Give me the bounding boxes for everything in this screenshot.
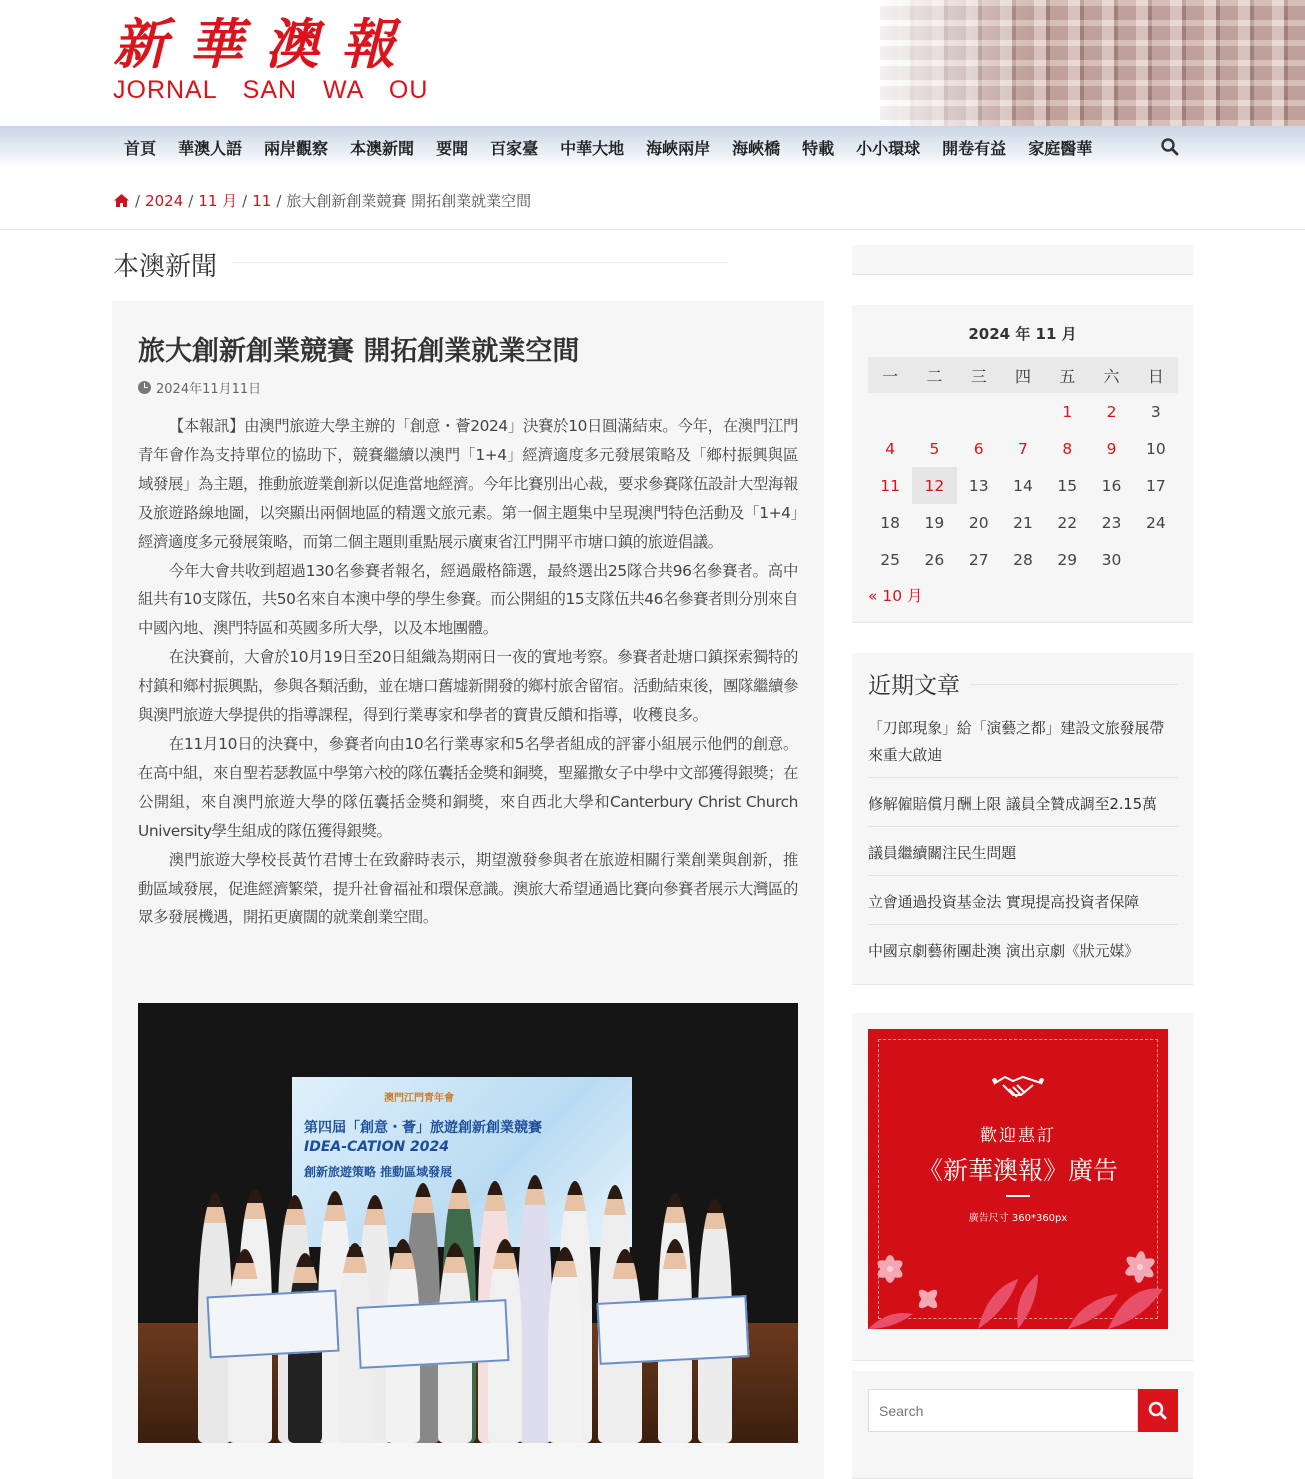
nav-item[interactable]: 要聞 bbox=[436, 138, 469, 158]
breadcrumb-separator: / bbox=[188, 191, 194, 210]
calendar-weekday-row bbox=[868, 357, 1178, 393]
site-header bbox=[0, 0, 1305, 126]
calendar-weekday: 三 bbox=[957, 357, 1001, 393]
prize-cheque bbox=[206, 1290, 339, 1359]
calendar-day: 30 bbox=[1101, 550, 1122, 569]
site-logo-english[interactable]: JORNAL SAN WA OU bbox=[113, 76, 429, 104]
search-icon bbox=[1138, 1389, 1178, 1432]
breadcrumb-separator: / bbox=[276, 191, 282, 210]
recent-posts-widget bbox=[852, 653, 1193, 985]
article-date bbox=[138, 378, 261, 397]
title-rule bbox=[232, 262, 727, 263]
calendar-day[interactable]: 5 bbox=[929, 439, 940, 458]
home-icon[interactable] bbox=[113, 193, 130, 208]
nav-item[interactable]: 百家臺 bbox=[490, 138, 539, 158]
calendar-body bbox=[868, 393, 1178, 578]
site-logo-chinese[interactable]: 新華澳報 bbox=[113, 12, 417, 76]
calendar-week-row bbox=[868, 504, 1178, 541]
calendar-day[interactable]: 11 bbox=[880, 476, 900, 495]
recent-post-link[interactable]: 修解僱賠償月酬上限 議員全贊成調至2.15萬 bbox=[868, 789, 1178, 827]
nav-item[interactable]: 海峽兩岸 bbox=[646, 138, 711, 158]
recent-post-link[interactable]: 議員繼續關注民生問題 bbox=[868, 838, 1178, 876]
handshake-icon bbox=[991, 1071, 1045, 1105]
calendar-week-row bbox=[868, 430, 1178, 467]
calendar-empty-cell bbox=[957, 393, 1001, 430]
calendar-day: 21 bbox=[1013, 513, 1033, 532]
article-body bbox=[138, 412, 798, 932]
calendar-day: 18 bbox=[880, 513, 900, 532]
page-title: 本澳新聞 bbox=[113, 252, 218, 282]
photo-person bbox=[518, 1175, 552, 1443]
clock-icon bbox=[138, 381, 151, 394]
calendar-day[interactable]: 12 bbox=[912, 467, 956, 504]
calendar-day: 26 bbox=[924, 550, 945, 569]
ad-line-welcome: 歡迎惠訂 bbox=[980, 1126, 1056, 1146]
calendar-week-row bbox=[868, 541, 1178, 578]
breadcrumb-separator: / bbox=[135, 191, 141, 210]
calendar-day: 29 bbox=[1057, 550, 1078, 569]
photo-person bbox=[548, 1247, 582, 1443]
calendar-day: 24 bbox=[1145, 513, 1166, 532]
nav-item[interactable]: 海峽橋 bbox=[732, 138, 781, 158]
calendar-empty-cell bbox=[868, 393, 912, 430]
calendar-weekday: 六 bbox=[1089, 357, 1133, 393]
ad-flower-decoration bbox=[868, 1229, 1168, 1329]
breadcrumb-divider bbox=[0, 229, 1305, 230]
calendar-weekday: 二 bbox=[912, 357, 956, 393]
header-banner-image bbox=[880, 0, 1305, 126]
nav-item[interactable]: 特載 bbox=[802, 138, 835, 158]
main-navigation bbox=[0, 126, 1305, 168]
calendar-widget bbox=[852, 305, 1193, 623]
search-button[interactable] bbox=[1138, 1389, 1178, 1432]
calendar-day: 20 bbox=[968, 513, 989, 532]
calendar-prev-month-link[interactable]: « 10 月 bbox=[868, 587, 923, 605]
screen-slogan: 創新旅遊策略 推動區域發展 bbox=[304, 1165, 453, 1179]
calendar-empty-cell bbox=[1001, 393, 1045, 430]
nav-item[interactable]: 開卷有益 bbox=[942, 138, 1007, 158]
article-paragraph: 在決賽前，大會於10月19日至20日組織為期兩日一夜的實地考察。參賽者赴塘口鎮探索獨特的村鎮和鄉村振興點，參與各類活動，並在塘口舊墟新開發的鄉村旅舍留宿。活動結束後，團隊繼續參與澳門旅遊大學提供的指導課程，得到行業專家和學者的寶貴反饋和指導，收穫良多。 bbox=[138, 648, 798, 725]
calendar-empty-cell bbox=[1134, 541, 1178, 578]
article-title: 旅大創新創業競賽 開拓創業就業空間 bbox=[138, 336, 580, 367]
calendar-day: 27 bbox=[968, 550, 989, 569]
calendar-day[interactable]: 7 bbox=[1018, 439, 1028, 458]
ad-widget bbox=[852, 1013, 1193, 1361]
calendar-table bbox=[868, 357, 1178, 578]
calendar-caption: 2024 年 11 月 bbox=[968, 325, 1077, 343]
search-input[interactable] bbox=[868, 1389, 1138, 1432]
calendar-day: 13 bbox=[968, 476, 989, 495]
calendar-day[interactable]: 1 bbox=[1062, 402, 1073, 421]
calendar-week-row bbox=[868, 393, 1178, 430]
screen-event-name: IDEA-CATION 2024 bbox=[304, 1139, 450, 1155]
article-paragraph: 今年大會共收到超過130名參賽者報名，經過嚴格篩選，最終選出25隊合共96名參賽者。高中組共有10支隊伍，共50名來自本澳中學的學生參賽。而公開組的15支隊伍共46名參賽者則分別來自中國內地、澳門特區和英國多所大學，以及本地團體。 bbox=[138, 561, 798, 638]
calendar-day: 16 bbox=[1101, 476, 1122, 495]
article-photo[interactable] bbox=[138, 1003, 798, 1443]
nav-item[interactable]: 家庭醫華 bbox=[1028, 138, 1093, 158]
breadcrumb-separator: / bbox=[242, 191, 248, 210]
calendar-day[interactable]: 8 bbox=[1062, 439, 1073, 458]
calendar-day: 22 bbox=[1057, 513, 1078, 532]
search-widget bbox=[852, 1371, 1193, 1479]
nav-item[interactable]: 首頁 bbox=[124, 138, 157, 158]
article-paragraph: 澳門旅遊大學校長黃竹君博士在致辭時表示，期望激發參與者在旅遊相關行業創業與創新，推動區域發展，促進經濟繁榮，提升社會福祉和環保意識。澳旅大希望通過比賽向參賽者展示大灣區的眾多發展機遇，開拓更廣闊的就業創業空間。 bbox=[138, 850, 798, 927]
sidebar-empty-widget bbox=[852, 245, 1193, 275]
screen-title-text: 第四屆「創意・薈」旅遊創新創業競賽 bbox=[304, 1120, 542, 1136]
prize-cheque bbox=[596, 1295, 749, 1365]
calendar-day[interactable]: 9 bbox=[1106, 439, 1117, 458]
article-paragraph: 【本報訊】由澳門旅遊大學主辦的「創意・薈2024」決賽於10日圓滿結束。今年，在澳門江門青年會作為支持單位的協助下，競賽繼續以澳門「1+4」經濟適度多元發展策略及「鄉村振興與區域發展」為主題，推動旅遊業創新以促進當地經濟。今年比賽別出心裁，要求參賽隊伍設計大型海報及旅遊路線地圖，以突顯出兩個地區的精選文旅元素。第一個主題集中呈現澳門特色活動及「1+4」經濟適度多元發展策略，而第二個主題則重點展示廣東省江門開平市塘口鎮的旅遊倡議。 bbox=[138, 417, 798, 551]
calendar-day[interactable]: 2 bbox=[1106, 402, 1117, 421]
calendar-day: 17 bbox=[1145, 476, 1166, 495]
calendar-day: 25 bbox=[880, 550, 900, 569]
nav-item[interactable]: 小小環球 bbox=[856, 138, 921, 158]
breadcrumb-day[interactable]: 11 bbox=[252, 191, 272, 210]
calendar-weekday: 日 bbox=[1134, 357, 1178, 393]
breadcrumb bbox=[113, 190, 531, 211]
calendar-day: 3 bbox=[1150, 402, 1161, 421]
article bbox=[112, 301, 824, 1479]
recent-posts-title: 近期文章 bbox=[868, 673, 960, 699]
recent-posts-list bbox=[868, 713, 1178, 984]
article-paragraph: 在11月10日的決賽中，參賽者向由10名行業專家和5名學者組成的評審小組展示他們的創意。在高中組，來自聖若瑟教區中學第六校的隊伍囊括金獎和銅獎，聖羅撒女子中學中文部獲得銀獎；在公開組，來自澳門旅遊大學的隊伍囊括金獎和銅獎，來自西北大學和Canterbury Christ Church University學生組成的隊伍獲得銀獎。 bbox=[138, 734, 798, 840]
nav-item[interactable]: 兩岸觀察 bbox=[264, 138, 329, 158]
calendar-weekday: 一 bbox=[868, 357, 912, 393]
breadcrumb-year[interactable]: 2024 bbox=[145, 191, 184, 210]
nav-item[interactable]: 華澳人語 bbox=[178, 138, 243, 158]
nav-item[interactable]: 中華大地 bbox=[560, 138, 625, 158]
calendar-day[interactable]: 4 bbox=[885, 439, 896, 458]
calendar-day: 10 bbox=[1145, 439, 1166, 458]
recent-post-link[interactable]: 立會通過投資基金法 實現提高投資者保障 bbox=[868, 887, 1178, 925]
calendar-day: 28 bbox=[1013, 550, 1033, 569]
calendar-week-row bbox=[868, 467, 1178, 504]
nav-item[interactable]: 本澳新聞 bbox=[350, 138, 415, 158]
calendar-day: 14 bbox=[1013, 476, 1033, 495]
recent-posts-rule bbox=[970, 684, 1178, 685]
calendar-day: 15 bbox=[1057, 476, 1078, 495]
recent-post-link[interactable]: 中國京劇藝術團赴澳 演出京劇《狀元媒》 bbox=[868, 942, 1139, 960]
breadcrumb-month[interactable]: 11 月 bbox=[198, 192, 238, 210]
advertisement-banner[interactable] bbox=[868, 1029, 1168, 1329]
ad-divider bbox=[1006, 1195, 1030, 1197]
breadcrumb-current: 旅大創新創業競賽 開拓創業就業空間 bbox=[286, 192, 532, 210]
search-icon[interactable] bbox=[1160, 137, 1180, 157]
calendar-weekday: 四 bbox=[1001, 357, 1045, 393]
calendar-day[interactable]: 6 bbox=[973, 439, 984, 458]
calendar-day: 19 bbox=[924, 513, 945, 532]
calendar-day: 23 bbox=[1101, 513, 1122, 532]
ad-line-size: 廣告尺寸 360*360px bbox=[968, 1213, 1068, 1224]
recent-post-link[interactable]: 「刀郎現象」給「演藝之都」建設文旅發展帶來重大啟迪 bbox=[868, 713, 1178, 778]
article-date-text: 2024年11月11日 bbox=[156, 382, 262, 397]
nav-menu bbox=[113, 126, 1103, 168]
calendar-empty-cell bbox=[912, 393, 956, 430]
calendar-weekday: 五 bbox=[1045, 357, 1089, 393]
prize-cheque bbox=[356, 1299, 509, 1369]
ad-line-title: 《新華澳報》廣告 bbox=[917, 1156, 1118, 1185]
screen-organizer-text: 澳門江門青年會 bbox=[384, 1093, 454, 1104]
